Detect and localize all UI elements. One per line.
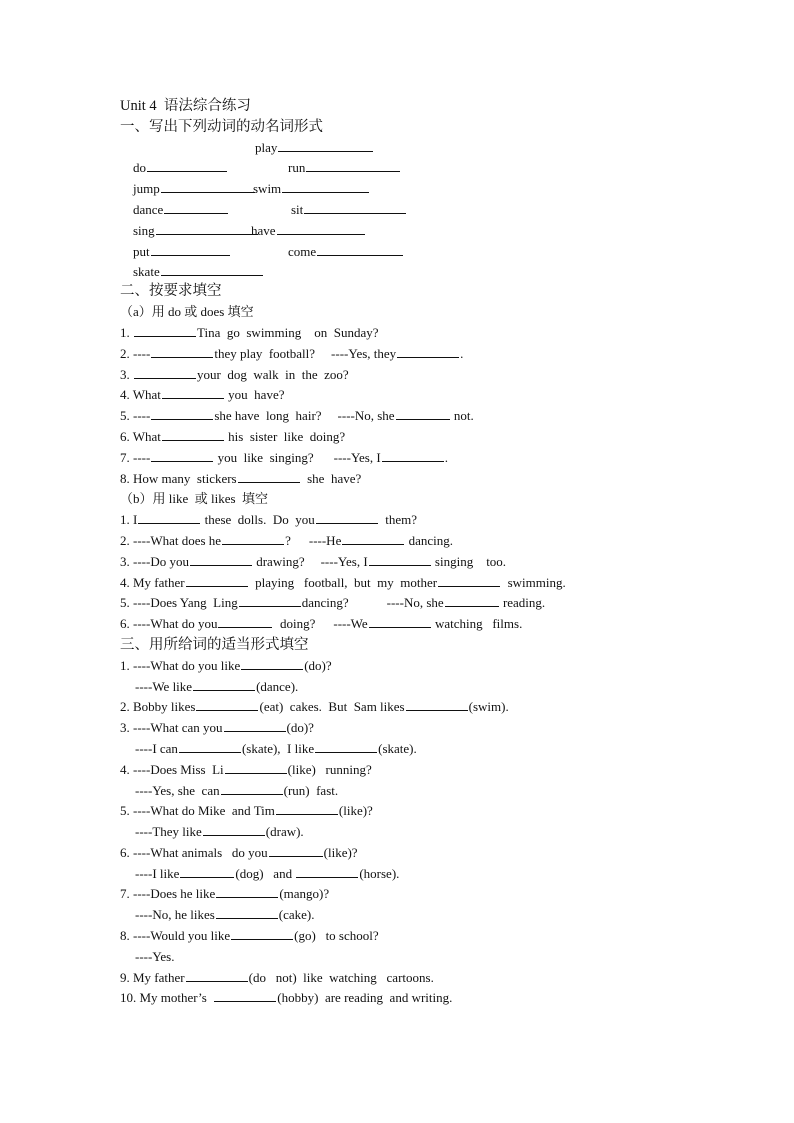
blank[interactable]: [406, 698, 468, 711]
verb-right: swim: [253, 181, 282, 197]
exercise-line: [120, 843, 640, 864]
exercise-line: [120, 926, 640, 947]
exercise-text: 4. ----Does Miss Li: [120, 761, 224, 777]
exercise-text: 5. ----What do Mike and Tim: [120, 803, 275, 819]
verb-right: sit: [291, 201, 304, 217]
exercise-line: [120, 718, 640, 739]
exercise-hint: (dog) and: [235, 865, 296, 881]
blank[interactable]: [276, 802, 338, 815]
blank[interactable]: [180, 865, 234, 878]
question-text: ?: [285, 532, 291, 548]
exercise-line: [120, 656, 640, 677]
question-text: Tina go swimming on Sunday?: [197, 324, 379, 340]
exercise-text: ----No, he likes: [135, 907, 215, 923]
answer-text: ----No, she: [337, 408, 395, 424]
question-text: drawing?: [256, 553, 305, 569]
exercise-line: [120, 801, 640, 822]
blank[interactable]: [369, 553, 431, 566]
blank[interactable]: [317, 243, 403, 256]
exercise-hint: (run) fast.: [283, 782, 339, 798]
exercise-hint: (do not) like watching cartoons.: [248, 969, 434, 985]
exercise-text: ----They like: [135, 824, 202, 840]
blank[interactable]: [382, 449, 444, 462]
exercise-hint: (go) to school?: [294, 928, 379, 944]
section2-heading: 二、按要求填空: [120, 283, 222, 300]
exercise-line: [120, 697, 640, 718]
exercise-hint: (skate).: [378, 740, 417, 756]
question-number: 5. ----Does Yang Ling: [120, 595, 238, 611]
exercise-hint: (mango)?: [279, 886, 330, 902]
blank[interactable]: [296, 865, 358, 878]
exercise-hint: (draw).: [265, 824, 304, 840]
blank[interactable]: [151, 407, 213, 420]
blank[interactable]: [218, 615, 272, 628]
blank[interactable]: [222, 532, 284, 545]
blank[interactable]: [225, 761, 287, 774]
question-b5: [120, 593, 640, 614]
exercise-hint: (like)?: [323, 844, 358, 860]
exercise-line: [120, 739, 640, 760]
answer-text: ----No, she: [386, 595, 444, 611]
question-number: 1. I: [120, 512, 138, 528]
exercise-hint: (do)?: [304, 657, 332, 673]
blank[interactable]: [214, 989, 276, 1002]
question-number: 6. What: [120, 428, 161, 444]
blank[interactable]: [151, 449, 213, 462]
exercise-hint: (like)?: [338, 803, 373, 819]
verb-left: dance: [133, 201, 164, 217]
question-number: 8. How many stickers: [120, 470, 237, 486]
exercise-text: 1. ----What do you like: [120, 657, 241, 673]
question-text: she have?: [307, 470, 362, 486]
verb-left: skate: [133, 264, 160, 280]
question-text: you have?: [228, 387, 285, 403]
question-a2: [120, 344, 640, 365]
exercise-line: [120, 781, 640, 802]
exercise-text: ----I can: [135, 740, 178, 756]
question-number: 5. ----: [120, 408, 151, 424]
question-text: your dog walk in the zoo?: [197, 366, 349, 382]
exercise-hint: (hobby) are reading and writing.: [277, 990, 453, 1006]
blank[interactable]: [216, 906, 278, 919]
question-a7: [120, 448, 640, 469]
question-text: these dolls. Do you: [204, 512, 315, 528]
question-number: 3.: [120, 366, 130, 382]
question-number: 2. ----: [120, 345, 151, 361]
question-b2: [120, 531, 640, 552]
blank[interactable]: [315, 740, 377, 753]
exercise-text: ----I like: [135, 865, 180, 881]
question-text: playing football, but my mother: [255, 574, 438, 590]
blank[interactable]: [396, 407, 450, 420]
blank[interactable]: [438, 574, 500, 587]
exercise-hint: (do)?: [286, 720, 314, 736]
blank[interactable]: [397, 345, 459, 358]
exercise-text: 6. ----What animals do you: [120, 844, 268, 860]
exercise-hint: (horse).: [359, 865, 400, 881]
exercise-text: 2. Bobby likes: [120, 699, 196, 715]
blank[interactable]: [445, 594, 499, 607]
verb-row: [120, 242, 640, 280]
exercise-text: 7. ----Does he like: [120, 886, 216, 902]
blank[interactable]: [134, 324, 196, 337]
question-a4: [120, 385, 640, 406]
question-b6: [120, 614, 640, 635]
question-b1: [120, 510, 640, 531]
question-text: they play football?: [214, 345, 316, 361]
blank[interactable]: [369, 615, 431, 628]
blank[interactable]: [224, 719, 286, 732]
blank[interactable]: [342, 532, 404, 545]
blank[interactable]: [134, 366, 196, 379]
blank[interactable]: [231, 927, 293, 940]
blank[interactable]: [203, 823, 265, 836]
question-a3: [120, 365, 640, 386]
exercise-line: [120, 822, 640, 843]
exercise-line: [120, 905, 640, 926]
answer-text: ----Yes, they: [331, 345, 397, 361]
exercise-line: [120, 760, 640, 781]
blank[interactable]: [138, 511, 200, 524]
question-a5: [120, 406, 640, 427]
verb-left: put: [133, 243, 150, 259]
blank[interactable]: [306, 159, 400, 172]
verb-left: do: [133, 160, 146, 176]
answer-text: ----We: [333, 616, 368, 632]
exercise-hint: (cake).: [278, 907, 315, 923]
worksheet: [120, 96, 640, 1009]
blank[interactable]: [186, 574, 248, 587]
answer-text: ----He: [308, 532, 342, 548]
answer-end: .: [460, 345, 464, 361]
blank[interactable]: [221, 782, 283, 795]
blank[interactable]: [282, 180, 369, 193]
blank[interactable]: [179, 740, 241, 753]
section1-heading: 一、写出下列动词的动名词形式: [120, 118, 323, 135]
question-text: swimming.: [507, 574, 566, 590]
blank[interactable]: [239, 594, 301, 607]
section3-heading: 三、用所给词的适当形式填空: [120, 636, 309, 653]
exercise-line: [120, 677, 640, 698]
question-number: 3. ----Do you: [120, 553, 189, 569]
verb-right: run: [288, 160, 306, 176]
question-text: his sister like doing?: [228, 428, 346, 444]
exercise-hint: (eat) cakes. But Sam likes: [259, 699, 405, 715]
blank[interactable]: [316, 511, 378, 524]
blank[interactable]: [151, 345, 213, 358]
question-a8: [120, 469, 640, 490]
question-text: doing?: [279, 616, 316, 632]
blank[interactable]: [278, 139, 373, 152]
verb-left: sing: [133, 222, 155, 238]
question-number: 7. ----: [120, 449, 151, 465]
exercise-line: [120, 947, 640, 968]
answer-end: not.: [453, 408, 474, 424]
blank[interactable]: [162, 428, 224, 441]
exercise-hint: (dance).: [256, 678, 299, 694]
blank[interactable]: [162, 386, 224, 399]
blank[interactable]: [216, 885, 278, 898]
answer-text: ----Yes, I: [333, 449, 381, 465]
question-number: 2. ----What does he: [120, 532, 222, 548]
question-b3: [120, 552, 640, 573]
part-b-heading: （b）用 like 或 likes 填空: [120, 491, 269, 507]
exercise-text: 3. ----What can you: [120, 720, 223, 736]
part-a-heading: （a）用 do 或 does 填空: [120, 304, 254, 320]
exercise-line: [120, 988, 640, 1009]
blank[interactable]: [190, 553, 252, 566]
exercise-line: [120, 884, 640, 905]
question-number: 4. My father: [120, 574, 185, 590]
verb-right: come: [288, 243, 317, 259]
question-b4: [120, 573, 640, 594]
blank[interactable]: [196, 698, 258, 711]
exercise-text: ----We like: [135, 678, 193, 694]
blank[interactable]: [193, 678, 255, 691]
question-a6: [120, 427, 640, 448]
answer-text: ----Yes, I: [320, 553, 368, 569]
blank[interactable]: [238, 470, 300, 483]
verb-right: play: [255, 139, 278, 155]
exercise-line: [120, 968, 640, 989]
answer-end: watching films.: [434, 616, 523, 632]
question-text: them?: [385, 512, 417, 528]
answer-end: .: [444, 449, 448, 465]
question-number: 6. ----What do you: [120, 616, 218, 632]
question-number: 1.: [120, 324, 130, 340]
exercise-text: ----Yes, she can: [135, 782, 220, 798]
page-title: Unit 4 语法综合练习: [120, 98, 251, 114]
question-a1: [120, 323, 640, 344]
blank[interactable]: [161, 263, 263, 276]
blank[interactable]: [269, 844, 323, 857]
question-text: you like singing?: [217, 449, 314, 465]
blank[interactable]: [186, 969, 248, 982]
exercise-text: ----Yes.: [135, 948, 175, 964]
verb-right: have: [251, 222, 276, 238]
exercise-text: 10. My mother’s: [120, 990, 214, 1006]
exercise-hint: (like) running?: [287, 761, 372, 777]
question-text: she have long hair?: [214, 408, 322, 424]
answer-end: reading.: [502, 595, 546, 611]
blank[interactable]: [277, 222, 365, 235]
blank[interactable]: [241, 657, 303, 670]
exercise-text: 9. My father: [120, 969, 185, 985]
verb-left: jump: [133, 181, 160, 197]
blank[interactable]: [304, 201, 406, 214]
exercise-line: [120, 864, 640, 885]
exercise-hint: (skate), I like: [241, 740, 315, 756]
exercise-text: 8. ----Would you like: [120, 928, 231, 944]
answer-end: dancing.: [408, 532, 453, 548]
answer-end: singing too.: [434, 553, 507, 569]
question-number: 4. What: [120, 387, 161, 403]
question-text: dancing?: [301, 595, 349, 611]
exercise-hint: (swim).: [468, 699, 509, 715]
